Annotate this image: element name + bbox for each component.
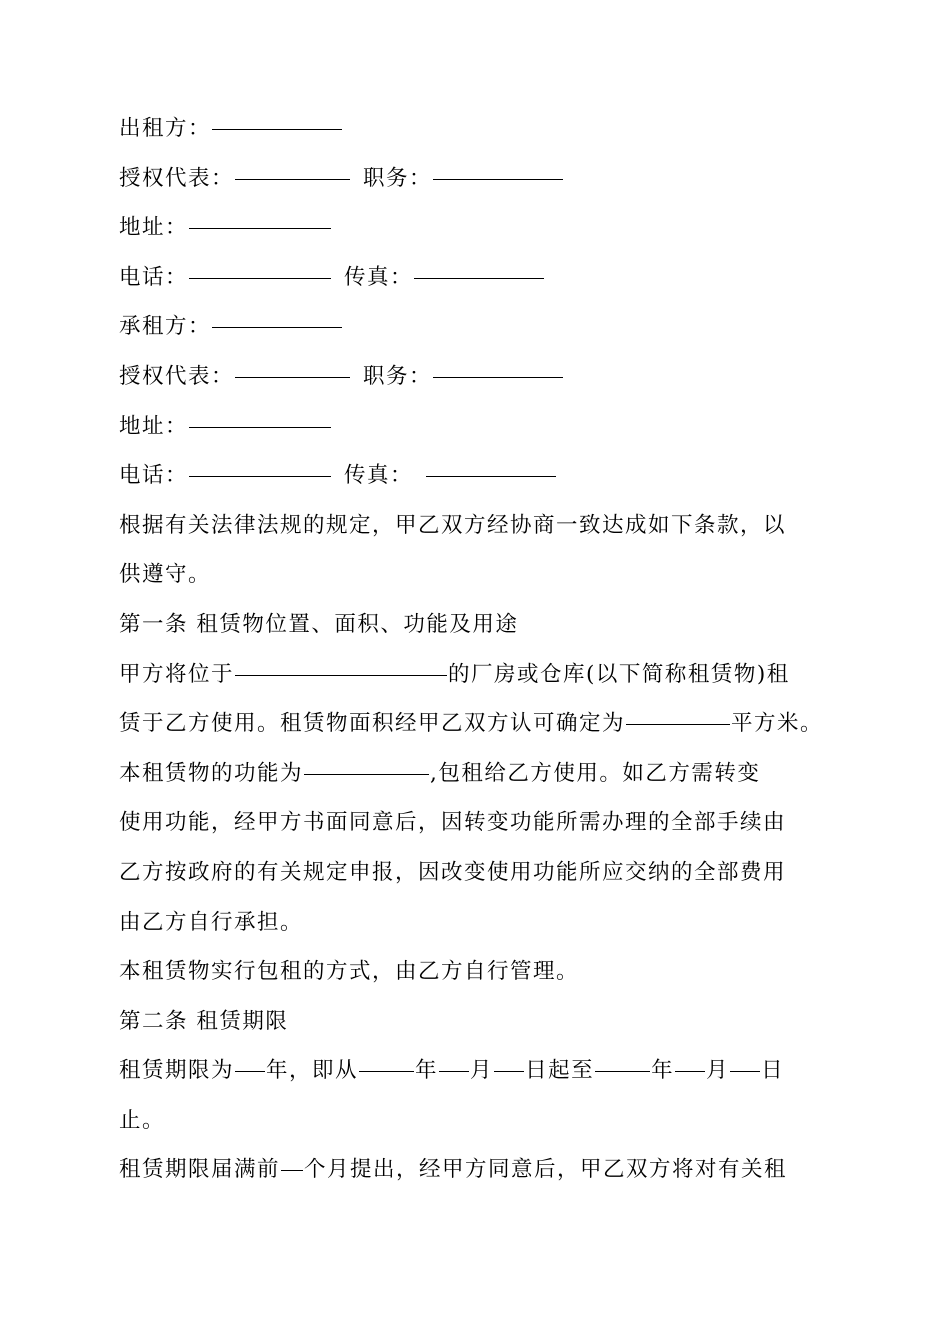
function-blank [304, 773, 429, 775]
term-text-c: 年 [415, 1058, 439, 1084]
start-month-blank [439, 1070, 469, 1072]
end-year-blank [595, 1070, 650, 1072]
lessor-fax-label: 传真： [344, 264, 414, 290]
term-text-f: 年 [651, 1058, 675, 1084]
lessee-phone-label: 电话： [119, 463, 189, 489]
article1-p1-text-b: 的厂房或仓库(以下简称租赁物)租 [448, 661, 790, 687]
article1-p1-line-2 [119, 699, 835, 749]
article1-p3: 本租赁物实行包租的方式，由乙方自行管理。 [119, 959, 580, 985]
term-text-e: 日起至 [525, 1058, 595, 1084]
term-text-h: 日 [761, 1058, 785, 1084]
lessor-rep-blank [235, 178, 350, 180]
article1-heading: 第一条 租赁物位置、面积、功能及用途 [119, 611, 519, 637]
lessor-fax-blank [414, 277, 544, 279]
lessor-name-label: 出租方： [119, 116, 212, 141]
term-years-blank [235, 1070, 265, 1072]
term-text-d: 月 [470, 1058, 494, 1084]
article1-p1-text-c: 赁于乙方使用。租赁物面积经甲乙双方认可确定为 [119, 711, 626, 737]
lessee-name-label: 承租方： [119, 314, 212, 340]
lessee-phone-line [119, 451, 835, 501]
term-text-g: 月 [706, 1058, 730, 1084]
lessor-address-blank [189, 227, 331, 229]
start-day-blank [494, 1070, 524, 1072]
lessee-fax-blank [426, 475, 556, 477]
lessor-phone-label: 电话： [119, 264, 189, 290]
lessor-phone-line [119, 253, 835, 303]
lessor-address-label: 地址： [119, 215, 189, 241]
article1-p2-line-4: 由乙方自行承担。 [119, 909, 304, 935]
lessee-address-label: 地址： [119, 413, 189, 439]
term-text-b: 年，即从 [266, 1058, 359, 1084]
article1-p2-line-2: 使用功能，经甲方书面同意后，因转变功能所需办理的全部手续由 [119, 810, 787, 836]
lessor-title-label: 职务： [363, 165, 433, 191]
article1-p1-text-a: 甲方将位于 [119, 661, 235, 687]
lessee-rep-blank [235, 376, 350, 378]
contract-page [119, 104, 835, 1195]
lessee-name-line [119, 302, 835, 352]
lessor-rep-label: 授权代表： [119, 165, 235, 191]
end-day-blank [730, 1070, 760, 1072]
location-blank [235, 674, 447, 676]
start-year-blank [359, 1070, 414, 1072]
article2-heading: 第二条 租赁期限 [119, 1008, 289, 1034]
lessee-address-blank [189, 426, 331, 428]
lessor-phone-blank [189, 277, 331, 279]
article1-p2-line-1 [119, 749, 835, 799]
lessor-name-line [119, 104, 835, 154]
lessee-name-blank [212, 326, 342, 328]
lessee-rep-label: 授权代表： [119, 363, 235, 389]
lessor-title-blank [433, 178, 563, 180]
article2-p1-line-1 [119, 1046, 835, 1096]
lessee-rep-line [119, 352, 835, 402]
term-text-a: 租赁期限为 [119, 1058, 235, 1084]
lessor-name-blank [212, 128, 342, 130]
article2-p1-line-2: 止。 [119, 1107, 166, 1133]
article1-p1-line-1 [119, 650, 835, 700]
lessor-rep-line [119, 154, 835, 204]
renewal-text-a: 租赁期限届满前 [119, 1157, 281, 1183]
article1-p1-text-d: 平方米。 [731, 711, 824, 737]
lessee-title-label: 职务： [363, 363, 433, 389]
preamble-line-2: 供遵守。 [119, 562, 212, 588]
article2-p2-line-1 [119, 1145, 835, 1195]
article1-p2-text-b: ,包租给乙方使用。如乙方需转变 [430, 760, 761, 786]
renewal-text-b: 个月提出，经甲方同意后，甲乙双方将对有关租 [304, 1157, 788, 1183]
renewal-months-blank [281, 1169, 303, 1171]
end-month-blank [675, 1070, 705, 1072]
preamble-line-1: 根据有关法律法规的规定，甲乙双方经协商一致达成如下条款，以 [119, 512, 787, 538]
lessee-address-line [119, 402, 835, 452]
area-blank [626, 723, 730, 725]
lessor-address-line [119, 203, 835, 253]
article1-p2-text-a: 本租赁物的功能为 [119, 760, 304, 786]
lessee-fax-label: 传真： [344, 463, 414, 489]
article1-p2-line-3: 乙方按政府的有关规定申报，因改变使用功能所应交纳的全部费用 [119, 859, 787, 885]
lessee-title-blank [433, 376, 563, 378]
lessee-phone-blank [189, 475, 331, 477]
